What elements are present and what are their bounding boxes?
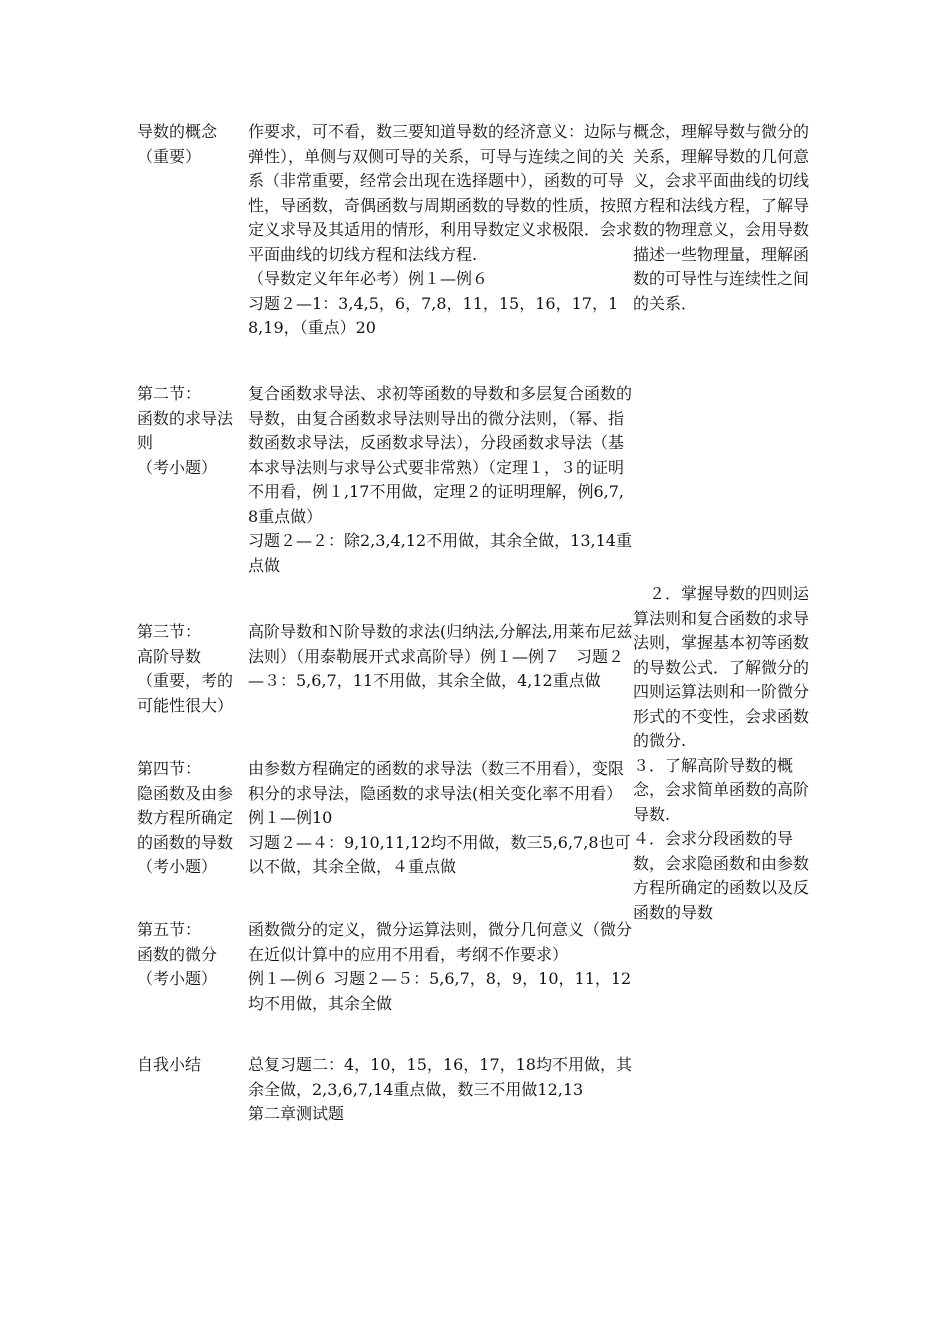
section-content-implicit-parametric: 由参数方程确定的函数的求导法（数三不用看），变限积分的求导法，隐函数的求导法(相关变化率不用看）例１—例10 习题２—４：9,10,11,12均不用做，数三5,6,7,8也可以不做，其余全做，４重点做: [248, 759, 631, 876]
section-title-implicit-parametric: 第四节： 隐函数及由参数方程所确定的函数的导数（考小题）: [137, 759, 234, 876]
requirement-rules-higher-implicit: ２．掌握导数的四则运算法则和复合函数的求导法则，掌握基本初等函数的导数公式．了解微分的四则运算法则和一阶微分形式的不变性，会求函数的微分. ３．了解高阶导数的概念，会求简单函数的高阶导数. ４．会求分段函数的导数，会求隐函数和由参数方程所确定的函数以及反函数的导数: [633, 584, 810, 922]
section-title-self-summary: 自我小结: [137, 1055, 202, 1074]
section-content-differential: 函数微分的定义，微分运算法则，微分几何意义（微分在近似计算中的应用不用看，考纲不作要求） 例１—例６ 习题２—５：5,6,7，8，9，10，11，12均不用做，其余全做: [248, 920, 633, 1013]
section-title-differentiation-rules: 第二节： 函数的求导法则 （考小题）: [137, 384, 234, 477]
section-title-higher-derivatives: 第三节： 高阶导数 （重要，考的可能性很大）: [137, 622, 234, 715]
section-content-differentiation-rules: 复合函数求导法、求初等函数的导数和多层复合函数的导数，由复合函数求导法则导出的微分法则，（幂、指数函数求导法，反函数求导法），分段函数求导法（基本求导法则与求导公式要非常熟）（定理１，３的证明不用看，例１,17不用做，定理２的证明理解，例6,7,8重点做） 习题２—２：除2,3,4,12不用做，其余全做，13,14重点做: [248, 384, 633, 575]
section-title-derivative-concept: 导数的概念 （重要）: [137, 122, 218, 166]
section-content-self-summary: 总复习题二：4，10，15，16，17，18均不用做，其余全做，2,3,6,7,14重点做，数三不用做12,13 第二章测试题: [248, 1055, 632, 1123]
section-title-differential: 第五节： 函数的微分 （考小题）: [137, 920, 218, 988]
section-content-derivative-concept: 作要求，可不看，数三要知道导数的经济意义：边际与弹性），单侧与双侧可导的关系，可导与连续之间的关系（非常重要，经常会出现在选择题中），函数的可导性，导函数，奇偶函数与周期函数的导数的性质，按照定义求导及其适用的情形，利用导数定义求极限．会求平面曲线的切线方程和法线方程. （导数定义年年必考）例１—例６ 习题２—1：3,4,5，6，7,8，11，15，16，17，18,19，（重点）20: [248, 122, 633, 337]
section-content-higher-derivatives: 高阶导数和Ｎ阶导数的求法(归纳法,分解法,用莱布尼兹法则）（用泰勒展开式求高阶导）例１—例７ 习题２—３：5,6,7，11不用做，其余全做，4,12重点做: [248, 622, 633, 690]
requirement-derivative-concept: 概念，理解导数与微分的关系，理解导数的几何意义，会求平面曲线的切线方程和法线方程，了解导数的物理意义，会用导数描述一些物理量，理解函数的可导性与连续性之间的关系．: [633, 122, 810, 313]
